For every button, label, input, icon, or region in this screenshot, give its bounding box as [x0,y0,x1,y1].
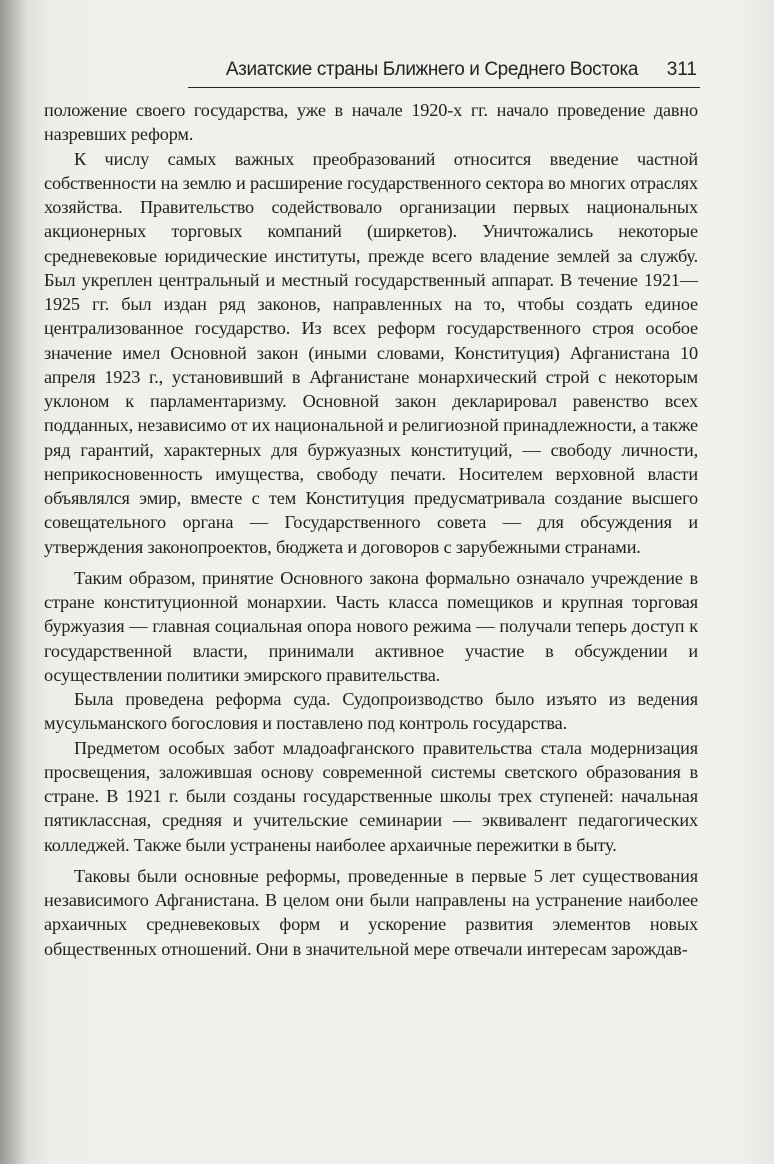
paragraph-continuation: положение своего государства, уже в начале 1920-х гг. начало проведение давно назревших реформ. [44,100,698,145]
page-number: 311 [666,59,697,80]
paragraph-judicial-reform: Была проведена реформа суда. Судопроизводство было изъято из ведения мусульманского богословия и поставлено под контроль государства. [44,689,698,734]
paragraph-summary: Таковы были основные реформы, проведенные в первые 5 лет существования независимого Афганистана. В целом они были направлены на устранение наиболее архаичных средневековых форм и ускорение развития элементов новых общественных отношений. Они в значительной мере отвечали интересам зарождав- [44,865,698,959]
header-divider [188,87,700,88]
page-header [0,0,774,92]
binding-shadow [0,0,28,1164]
paragraph-education: Предметом особых забот младоафганского правительства стала модернизация просвещения, заложившая основу современной системы светского образования в стране. В 1921 г. были созданы государственные школы трех ступеней: начальная пятиклассная, средняя и учительские семинарии — эквивалент педагогических колледжей. Также были устранены наиболее архаичные пережитки в быту. [44,737,698,855]
paragraph-constitutional-monarchy: Таким образом, принятие Основного закона формально означало учреждение в стране конституционной монархии. Часть класса помещиков и крупная торговая буржуазия — главная социальная опора нового режима — получали теперь доступ к государственной власти, принимали активное участие в обсуждении и осуществлении политики эмирского правительства. [44,567,698,685]
body-text [44,98,698,961]
running-title: Азиатские страны Ближнего и Среднего Востока [225,59,638,80]
paragraph-reforms: К числу самых важных преобразований относится введение частной собственности на землю и расширение государственного сектора во многих отраслях хозяйства. Правительство содействовало организации первых национальных акционерных торговых компаний (ширкетов). Уничтожались некоторые средневековые юридические институты, прежде всего владение землей за службу. Был укреплен центральный и местный государственный аппарат. В течение 1921—1925 гг. был издан ряд законов, направленных на то, чтобы создать единое централизованное государство. Из всех реформ государственного строя особое значение имел Основной закон (иными словами, Конституция) Афганистана 10 апреля 1923 г., установивший в Афганистане монархический строй с некоторым уклоном к парламентаризму. Основной закон декларировал равенство всех подданных, независимо от их национальной и религиозной принадлежности, а также ряд гарантий, характерных для буржуазных конституций, — свободу личности, неприкосновенность имущества, свободу печати. Носителем верховной власти объявлялся эмир, вместе с тем Конституция предусматривала создание высшего совещательного органа — Государственного совета — для обсуждения и утверждения законопроектов, бюджета и договоров с зарубежными странами. [44,148,698,557]
